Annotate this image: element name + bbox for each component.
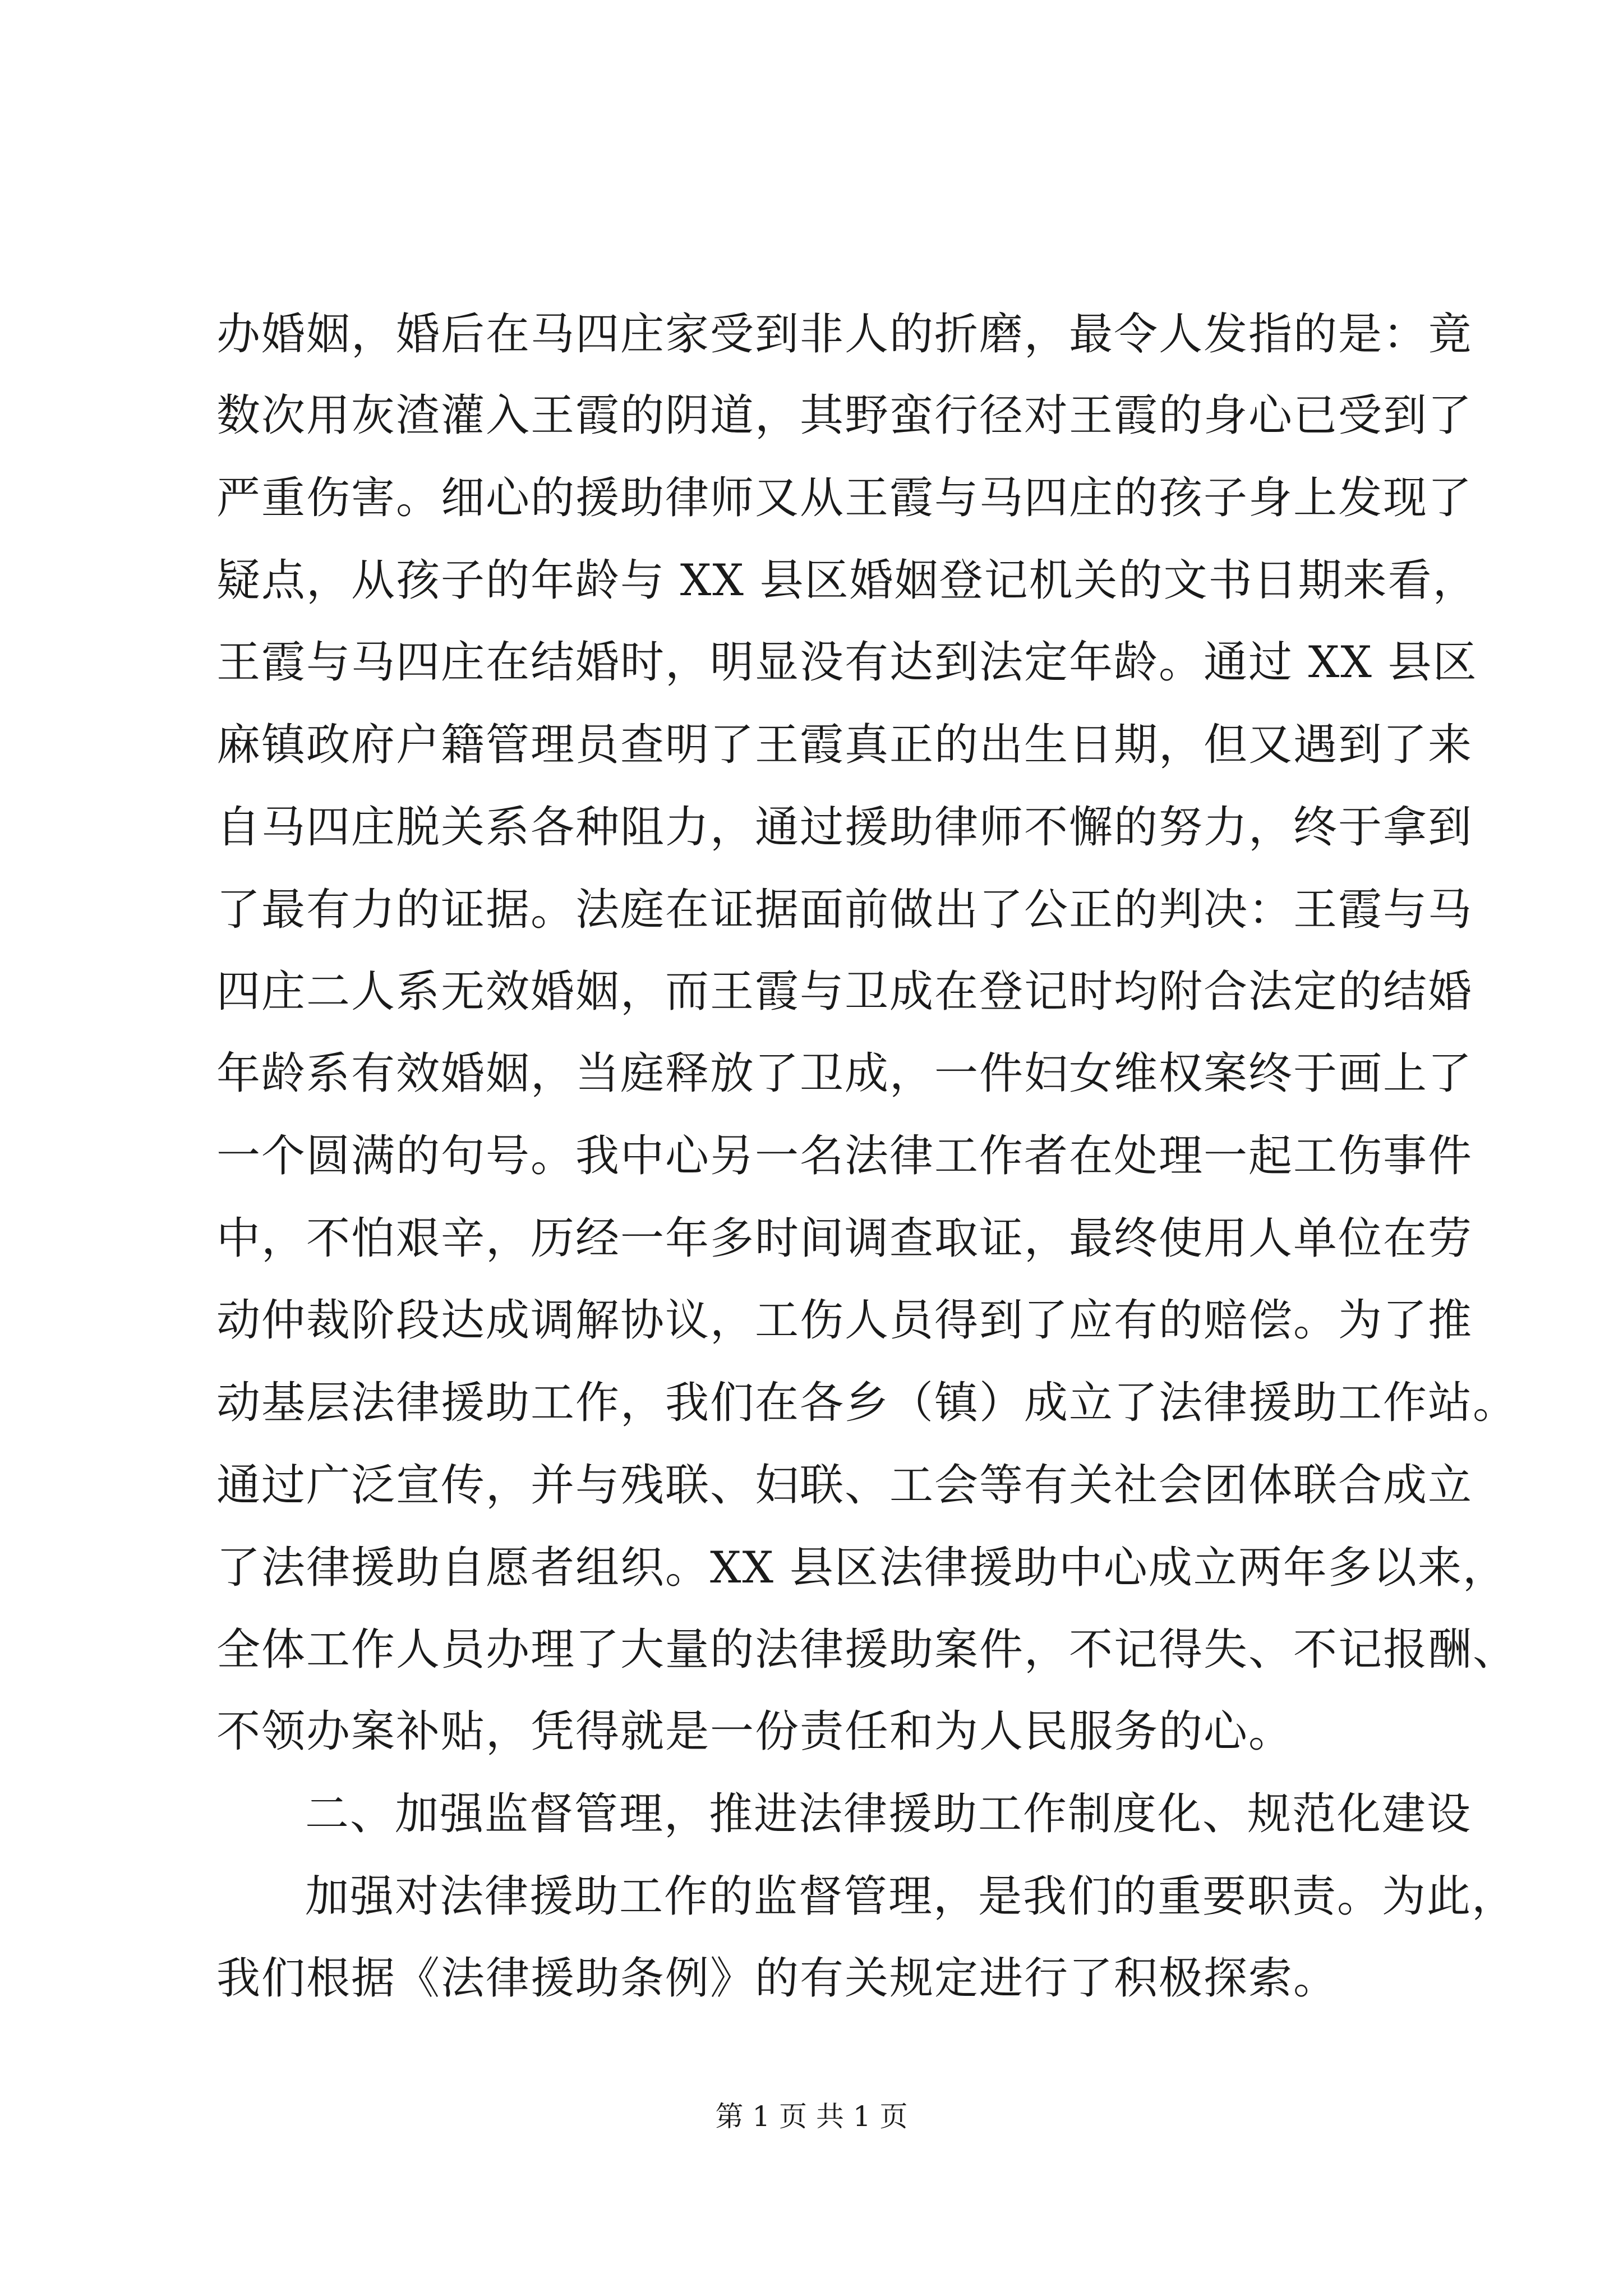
body-line-20: 加强对法律援助工作的监督管理，是我们的重要职责。为此，	[305, 1871, 1517, 1922]
body-line-9: 四庄二人系无效婚姻，而王霞与卫成在登记时均附合法定的结婚	[216, 967, 1473, 1017]
body-line-4: 疑点，从孩子的年龄与 XX 县区婚姻登记机关的文书日期来看，	[216, 555, 1478, 606]
section-heading: 二、加强监督管理，推进法律援助工作制度化、规范化建设	[305, 1789, 1472, 1839]
body-line-1: 办婚姻，婚后在马四庄家受到非人的折磨，最令人发指的是：竟	[216, 309, 1473, 360]
body-line-17: 全体工作人员办理了大量的法律援助案件，不记得失、不记报酬、	[216, 1625, 1518, 1675]
page-footer: 第 1 页 共 1 页	[715, 2100, 908, 2133]
body-line-18: 不领办案补贴，凭得就是一份责任和为人民服务的心。	[216, 1706, 1294, 1757]
body-line-8: 了最有力的证据。法庭在证据面前做出了公正的判决：王霞与马	[216, 885, 1473, 935]
body-line-15: 通过广泛宣传，并与残联、妇联、工会等有关社会团体联合成立	[216, 1460, 1473, 1511]
body-line-3: 严重伤害。细心的援助律师又从王霞与马四庄的孩子身上发现了	[216, 473, 1473, 523]
body-line-6: 麻镇政府户籍管理员查明了王霞真正的出生日期，但又遇到了来	[216, 720, 1473, 770]
body-line-21: 我们根据《法律援助条例》的有关规定进行了积极探索。	[216, 1953, 1339, 2004]
body-line-11: 一个圆满的句号。我中心另一名法律工作者在处理一起工伤事件	[216, 1131, 1473, 1181]
body-line-16: 了法律援助自愿者组织。XX 县区法律援助中心成立两年多以来，	[216, 1543, 1507, 1593]
body-line-5: 王霞与马四庄在结婚时，明显没有达到法定年龄。通过 XX 县区	[216, 637, 1478, 688]
body-line-2: 数次用灰渣灌入王霞的阴道，其野蛮行径对王霞的身心已受到了	[216, 390, 1473, 441]
body-line-7: 自马四庄脱关系各种阻力，通过援助律师不懈的努力，终于拿到	[216, 802, 1473, 853]
body-line-12: 中，不怕艰辛，历经一年多时间调查取证，最终使用人单位在劳	[216, 1213, 1473, 1264]
body-line-10: 年龄系有效婚姻，当庭释放了卫成，一件妇女维权案终于画上了	[216, 1048, 1473, 1099]
body-line-14: 动基层法律援助工作，我们在各乡（镇）成立了法律援助工作站。	[216, 1378, 1518, 1428]
body-line-13: 动仲裁阶段达成调解协议，工伤人员得到了应有的赔偿。为了推	[216, 1295, 1473, 1346]
